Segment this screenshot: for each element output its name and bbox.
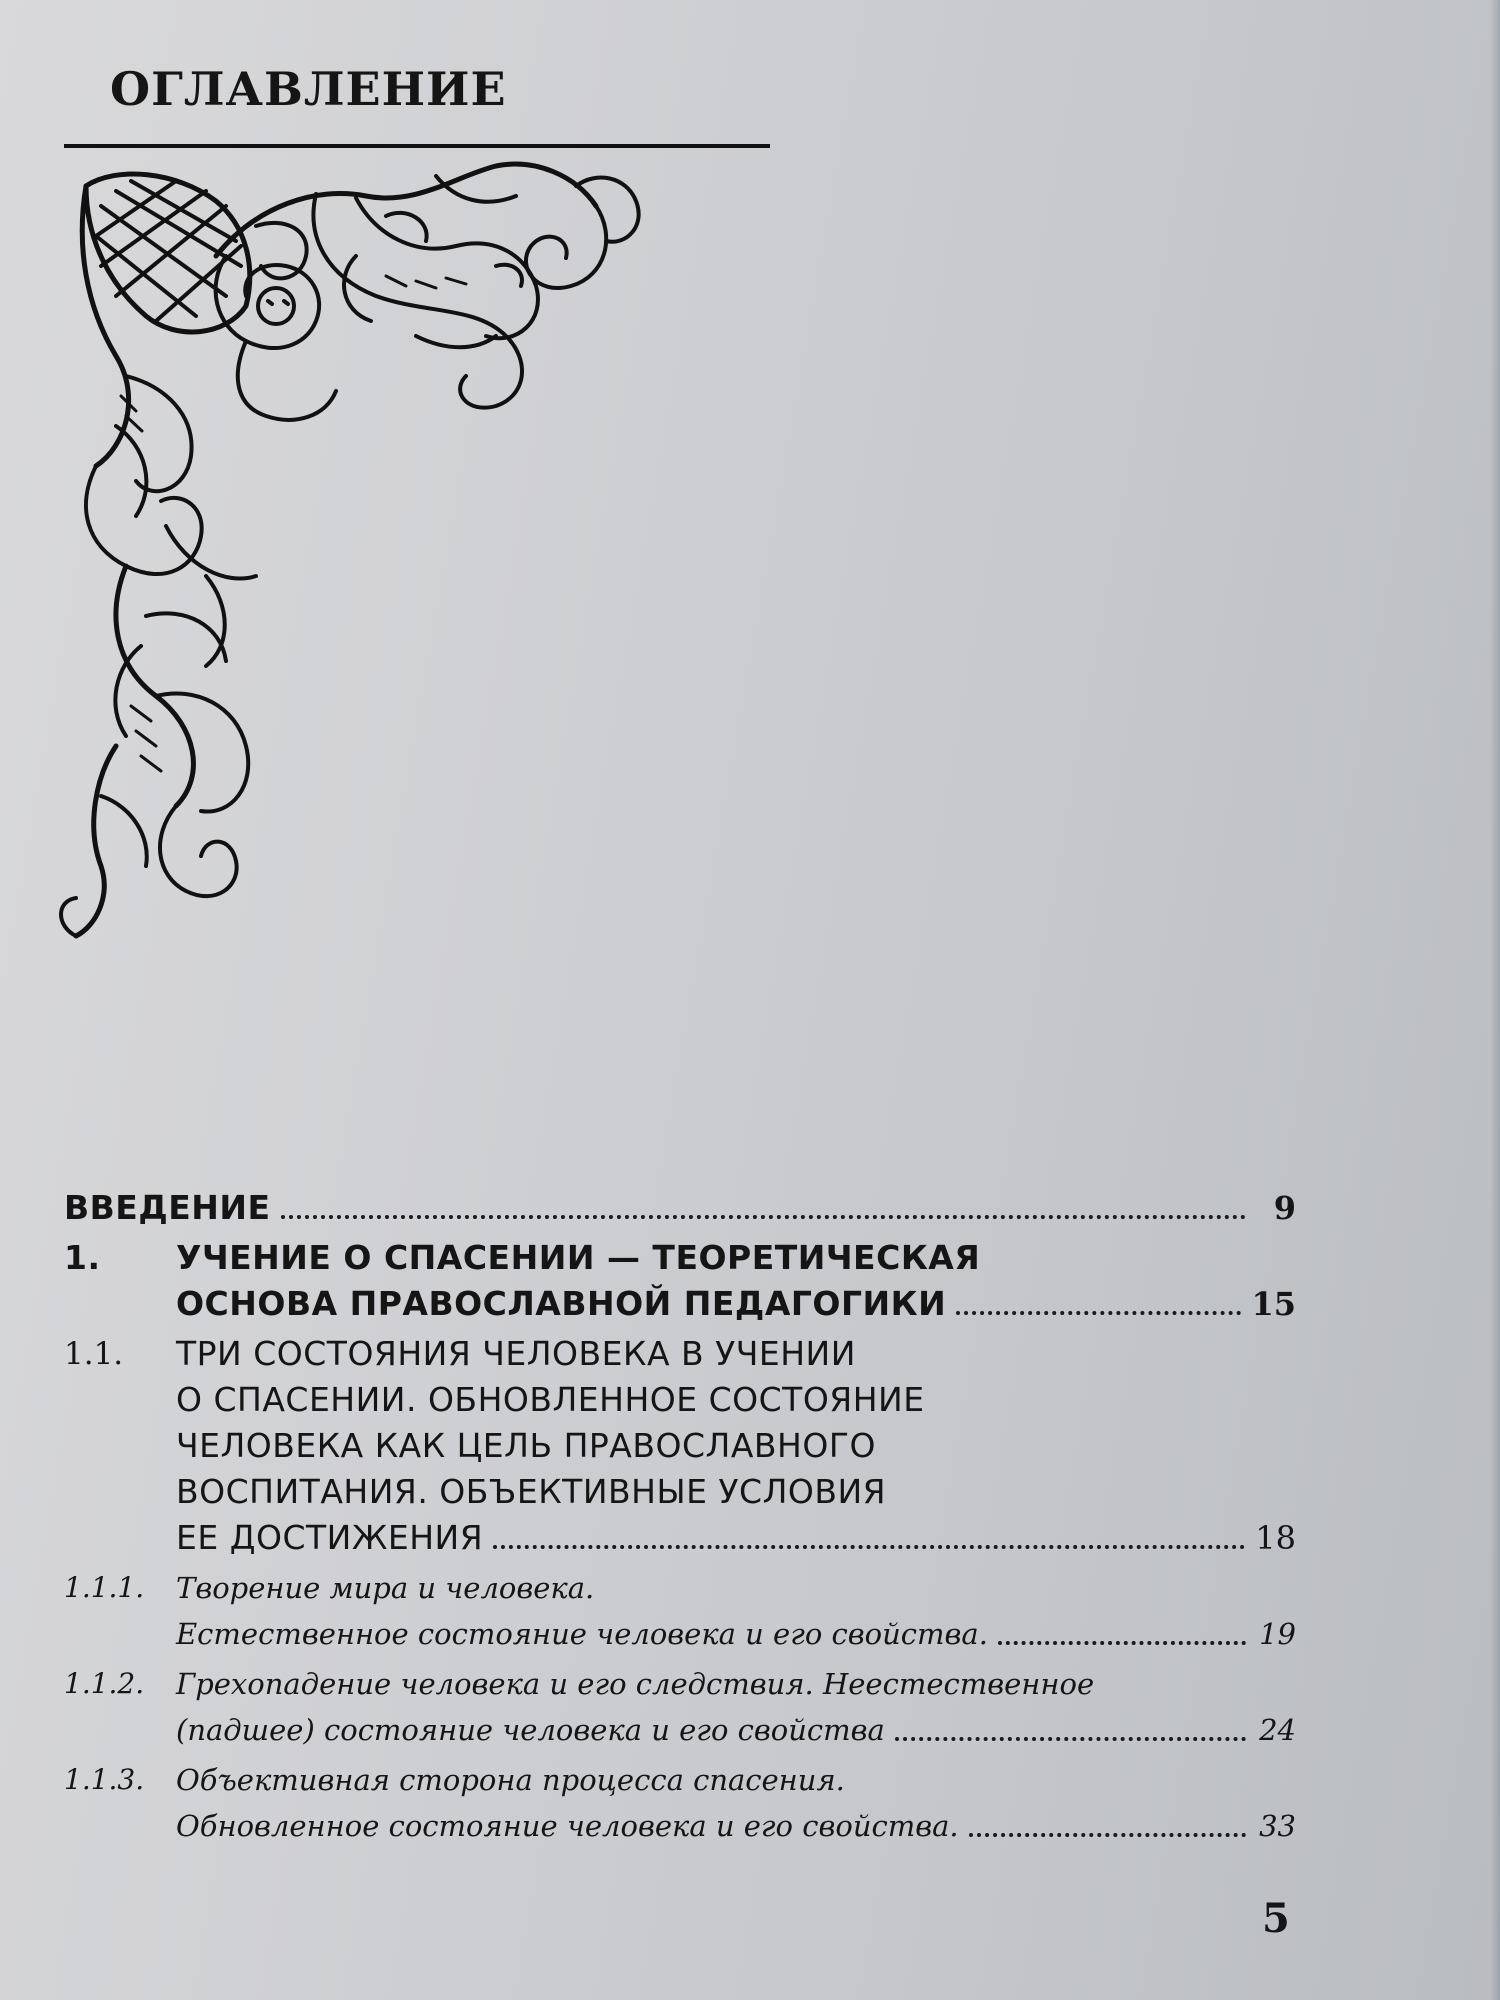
leader-dots	[956, 1311, 1241, 1315]
page-title: ОГЛАВЛЕНИЕ	[110, 62, 507, 116]
toc-entry-title: ВВЕДЕНИЕ	[64, 1188, 271, 1227]
toc-entry-title: Объективная сторона процесса спасения.	[176, 1763, 845, 1797]
toc-entry-title-line: Обновленное состояние человека и его свойства.	[176, 1809, 959, 1843]
toc-page-number: 9	[1273, 1189, 1296, 1227]
toc-page-number: 18	[1255, 1519, 1296, 1557]
leader-dots	[281, 1215, 1246, 1219]
toc-entry-title-line: ЧЕЛОВЕКА КАК ЦЕЛЬ ПРАВОСЛАВНОГО	[176, 1426, 876, 1465]
pine-cone-icon	[86, 174, 250, 332]
toc-entry-section-1-1-cont	[64, 1515, 1296, 1561]
toc-entry-title: Грехопадение человека и его следствия. Неестественное	[176, 1667, 1095, 1701]
toc-entry-subsection-1-1-3-cont	[64, 1803, 1296, 1849]
toc-entry-number: 1.1.	[64, 1336, 124, 1372]
toc-entry-title: УЧЕНИЕ О СПАСЕНИИ — ТЕОРЕТИЧЕСКАЯ	[176, 1238, 981, 1277]
leader-dots	[969, 1833, 1246, 1837]
toc-entry-subsection-1-1-2[interactable]	[64, 1661, 1296, 1707]
page-edge-shadow	[1490, 0, 1500, 2000]
toc-page-number: 19	[1259, 1617, 1296, 1651]
toc-entry-section-1-1-cont	[64, 1469, 1296, 1515]
toc-entry-title-line: ОСНОВА ПРАВОСЛАВНОЙ ПЕДАГОГИКИ	[176, 1284, 947, 1323]
toc-entry-section-1-1-cont	[64, 1423, 1296, 1469]
toc-entry-title-line: (падшее) состояние человека и его свойства	[176, 1713, 885, 1747]
toc-page-number: 33	[1259, 1809, 1296, 1843]
toc-entry-title-line: О СПАСЕНИИ. ОБНОВЛЕННОЕ СОСТОЯНИЕ	[176, 1380, 925, 1419]
toc-entry-chapter-1[interactable]	[64, 1235, 1296, 1281]
toc-entry-chapter-1-cont	[64, 1281, 1296, 1327]
leader-dots	[895, 1737, 1246, 1741]
toc-entry-section-1-1-cont	[64, 1377, 1296, 1423]
toc-entry-title-line: ВОСПИТАНИЯ. ОБЪЕКТИВНЫЕ УСЛОВИЯ	[176, 1472, 887, 1511]
toc-entry-title-line: Естественное состояние человека и его свойства.	[176, 1617, 988, 1651]
toc-entry-subsection-1-1-3[interactable]	[64, 1757, 1296, 1803]
toc-entry-number: 1.1.2.	[64, 1667, 145, 1700]
leader-dots	[998, 1641, 1246, 1645]
toc-entry-introduction[interactable]	[64, 1185, 1296, 1231]
toc-entry-section-1-1[interactable]	[64, 1331, 1296, 1377]
toc-entry-subsection-1-1-2-cont	[64, 1707, 1296, 1753]
toc-entry-number: 1.1.1.	[64, 1571, 145, 1604]
toc-entry-title: Творение мира и человека.	[176, 1571, 595, 1605]
leader-dots	[493, 1545, 1245, 1549]
toc-entry-title: ТРИ СОСТОЯНИЯ ЧЕЛОВЕКА В УЧЕНИИ	[176, 1334, 856, 1373]
toc-entry-subsection-1-1-1[interactable]	[64, 1565, 1296, 1611]
toc-entry-subsection-1-1-1-cont	[64, 1611, 1296, 1657]
toc-page-number: 15	[1251, 1285, 1296, 1323]
toc-page-number: 24	[1259, 1713, 1296, 1747]
toc-entry-number: 1.	[64, 1238, 101, 1277]
toc-entry-title-line: ЕЕ ДОСТИЖЕНИЯ	[176, 1518, 484, 1557]
page-folio-number: 5	[1262, 1895, 1290, 1942]
toc-entry-number: 1.1.3.	[64, 1763, 145, 1796]
cherub-figure-icon	[216, 256, 336, 420]
table-of-contents	[64, 1185, 1296, 1849]
baroque-acanthus-corner-ornament-icon	[56, 146, 676, 946]
